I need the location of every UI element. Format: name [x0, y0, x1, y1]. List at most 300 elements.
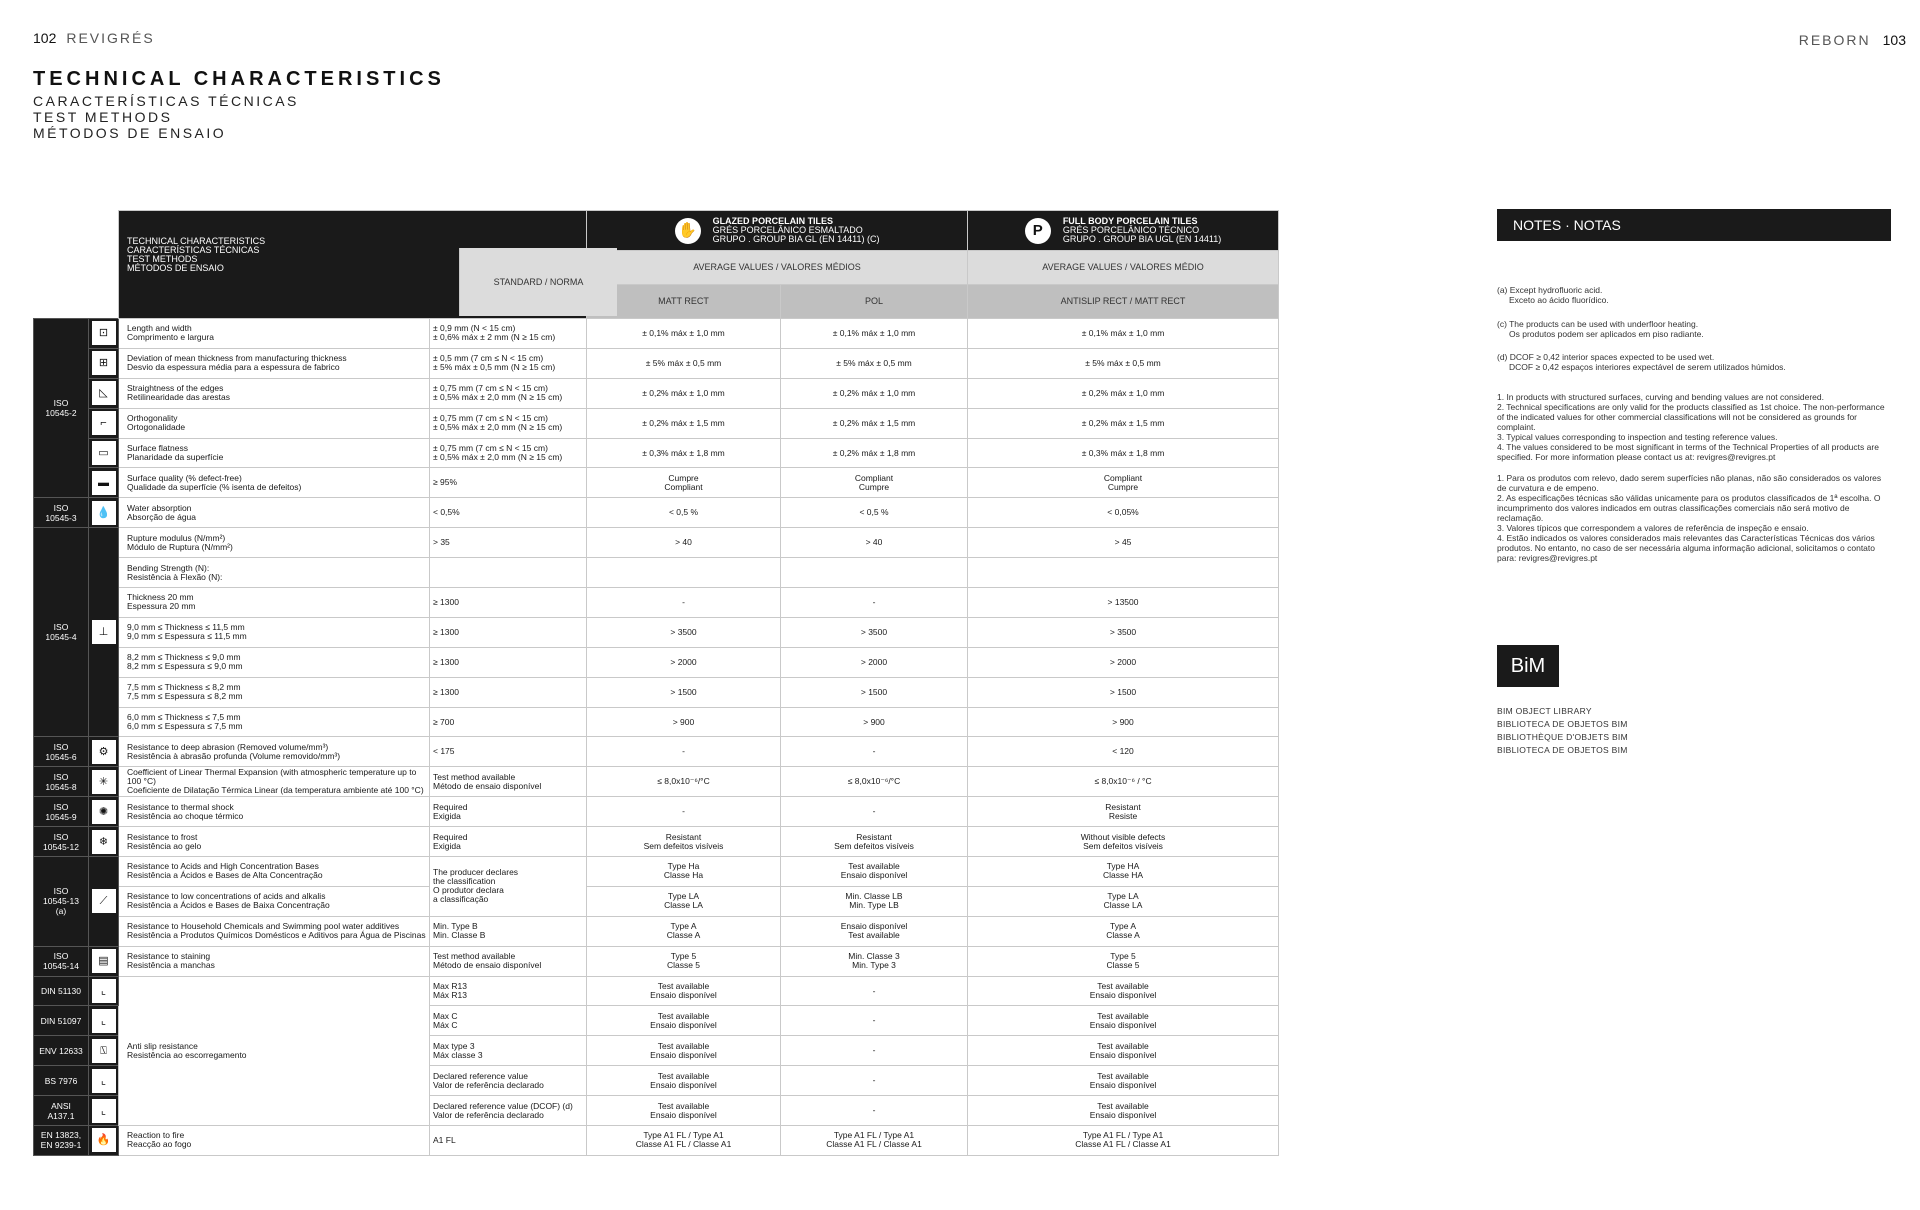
page-title: TECHNICAL CHARACTERISTICS: [33, 68, 445, 90]
standard-value: [430, 1006, 587, 1036]
table-row: [34, 498, 1279, 528]
pol-value-line: > 1500: [860, 686, 888, 697]
standard-value-line: ± 0,75 mm (7 cm ≤ N < 15 cm): [433, 383, 548, 394]
table-row: [34, 647, 1279, 677]
standard-label-line: 10545-14: [43, 961, 79, 972]
characteristic: [119, 737, 430, 767]
antislip-value-line: < 0,05%: [1107, 507, 1139, 518]
pol-value-line: ± 0,2% máx ± 1,8 mm: [832, 447, 916, 458]
characteristic-line: Resistência a Produtos Químicos Domésticos e Aditivos para Água de Piscinas: [127, 930, 426, 941]
characteristic-line: 6,0 mm ≤ Espessura ≤ 7,5 mm: [127, 721, 243, 732]
characteristic-line: Resistência a manchas: [127, 960, 215, 971]
pol-value: [781, 767, 968, 797]
characteristic-line: Bending Strength (N):: [127, 562, 210, 573]
characteristic-line: 9,0 mm ≤ Espessura ≤ 11,5 mm: [127, 631, 247, 642]
pol-value: [781, 378, 968, 408]
standard-group-label: [34, 1126, 89, 1156]
table-row: [34, 319, 1279, 349]
pol-value: [781, 319, 968, 349]
table-row: [34, 348, 1279, 378]
icon-cell: [89, 408, 119, 438]
characteristic: [119, 438, 430, 468]
matt-rect-value: [587, 946, 781, 976]
standard-value-line: Valor de referência declarado: [433, 1079, 544, 1090]
note-c: [1497, 319, 1887, 339]
matt-rect-value: [587, 707, 781, 737]
pol-value: [781, 797, 968, 827]
standard-value-line: ≥ 1300: [433, 626, 459, 637]
antislip-value-line: Type LA: [1107, 891, 1139, 902]
pol-value: [781, 857, 968, 887]
icon-cell: [89, 827, 119, 857]
standard-value-line: ≥ 1300: [433, 686, 459, 697]
standard-label-line: (a): [55, 906, 67, 917]
orthogonality-icon: ⌐: [92, 411, 116, 435]
matt-rect-value-line: Ensaio disponível: [650, 990, 717, 1001]
matt-rect-value-line: Resistant: [665, 831, 702, 842]
characteristic-line: Resistance to Acids and High Concentration Bases: [127, 861, 319, 872]
antislip-value-line: Classe A: [1106, 930, 1140, 941]
pol-value-line: Min. Classe LB: [845, 891, 903, 902]
standard-value-line: Declared reference value (DCOF) (d): [433, 1100, 573, 1111]
antislip-value-line: Type 5: [1110, 951, 1136, 962]
antislip-value: [968, 976, 1279, 1006]
characteristic-line: Surface quality (% defect-free): [127, 472, 242, 483]
note-en-2: 2. Technical specifications are only valid for the products classified as 1st choice. The non-performance of the indicated values for other commercial classifications will not be considered as grounds for complaint.: [1497, 402, 1885, 432]
characteristic-line: Resistência à Flexão (N):: [127, 571, 223, 582]
standard-value: [430, 438, 587, 468]
characteristic-line: Resistência a Ácidos e Bases de Alta Concentração: [127, 870, 323, 881]
shoe-slip-icon: ⌞: [92, 979, 116, 1003]
characteristic: [119, 886, 430, 916]
matt-rect-value-line: Classe LA: [664, 900, 703, 911]
notes-pt-list: [1497, 473, 1887, 563]
characteristic: [119, 647, 430, 677]
left-brand: REVIGRÉS: [66, 30, 155, 46]
standard-label-line: 10545-13: [43, 896, 79, 907]
antislip-value-line: Compliant: [1103, 472, 1143, 483]
standard-group-label: [34, 1096, 89, 1126]
antislip-value-line: ± 5% máx ± 0,5 mm: [1085, 357, 1161, 368]
matt-rect-value: [587, 588, 781, 618]
matt-rect-value: [587, 1096, 781, 1126]
matt-rect-value-line: ± 0,2% máx ± 1,5 mm: [642, 417, 725, 428]
antislip-value-line: Type HA: [1106, 861, 1140, 872]
matt-rect-value-line: > 40: [675, 537, 692, 548]
characteristic-line: Orthogonality: [127, 413, 178, 424]
matt-rect-value-line: < 0,5 %: [668, 507, 699, 518]
table-row: [34, 857, 1279, 887]
standard-value: [430, 378, 587, 408]
standard-value: [430, 1096, 587, 1126]
standard-value: [430, 348, 587, 378]
glazed-group: GRUPO . GROUP BIA GL (EN 14411) (C): [712, 234, 880, 244]
antislip-value-line: ≤ 8,0x10⁻⁶ / °C: [1094, 776, 1152, 787]
characteristic-line: 6,0 mm ≤ Thickness ≤ 7,5 mm: [127, 712, 241, 723]
antislip-value: [968, 498, 1279, 528]
slip-test-icon: ⌞: [92, 1069, 116, 1093]
standard-value-line: ≥ 1300: [433, 596, 459, 607]
icon-cell: [89, 767, 119, 797]
characteristic-line: Absorção de água: [127, 511, 196, 522]
pendulum-icon: ⍂: [92, 1039, 116, 1063]
left-page-header: [33, 30, 155, 46]
col-matt: MATT RECT: [587, 285, 781, 319]
matt-rect-value: [587, 348, 781, 378]
matt-rect-value-line: Ensaio disponível: [650, 1019, 717, 1030]
characteristic: [119, 378, 430, 408]
matt-rect-value: [587, 498, 781, 528]
p-logo-icon: P: [1025, 218, 1051, 244]
standard-value-line: ± 0,5% máx ± 2,0 mm (N ≥ 15 cm): [433, 392, 563, 403]
standard-value-line: Max C: [433, 1010, 458, 1021]
icon-cell: [89, 348, 119, 378]
antislip-value: [968, 558, 1279, 588]
matt-rect-value-line: > 2000: [670, 656, 697, 667]
standard-value-line: Test method available: [433, 771, 516, 782]
standard-label-line: ISO: [53, 951, 69, 962]
header-glazed: [587, 211, 968, 251]
pol-value-line: > 3500: [860, 626, 888, 637]
standard-value: [430, 647, 587, 677]
standard-value-line: Valor de referência declarado: [433, 1109, 544, 1120]
antislip-value-line: Classe LA: [1103, 900, 1143, 911]
table-row: [34, 528, 1279, 558]
pol-value-line: Type A1 FL / Type A1: [833, 1130, 915, 1141]
characteristic-line: Reaction to fire: [127, 1130, 185, 1141]
standard-group-label: [34, 946, 89, 976]
note-en-4: 4. The values considered to be most significant in terms of the Technical Properties of all products are specified. For more information please contact us at: revigres@revigres.pt: [1497, 442, 1879, 462]
pol-value-line: ± 5% máx ± 0,5 mm: [836, 357, 912, 368]
antislip-value: [968, 886, 1279, 916]
dcof-icon: ⌞: [92, 1099, 116, 1123]
pol-value-line: Sem defeitos visíveis: [834, 840, 914, 851]
antislip-value: [968, 378, 1279, 408]
standard-value: [430, 498, 587, 528]
matt-rect-value-line: -: [682, 596, 685, 607]
pol-value-line: > 2000: [860, 656, 888, 667]
glazed-title: GLAZED PORCELAIN TILES: [712, 216, 834, 226]
matt-rect-value-line: Classe 5: [666, 960, 701, 971]
antislip-value: [968, 767, 1279, 797]
note-pt-2: 2. As especificações técnicas são válidas unicamente para os produtos classificados de 1ª escolha. O incumprimento dos valores indicados em outras classificações comerciais não será motivo de reclamação.: [1497, 493, 1881, 523]
antislip-value-line: > 45: [1114, 537, 1132, 548]
pol-value-line: ≤ 8,0x10⁻⁶/°C: [847, 776, 901, 787]
matt-rect-value-line: Type A: [670, 921, 697, 932]
matt-rect-value: [587, 737, 781, 767]
standard-value: [430, 946, 587, 976]
characteristic-line: Resistência ao gelo: [127, 840, 202, 851]
standard-group-label: [34, 976, 89, 1006]
antislip-value: [968, 827, 1279, 857]
standard-value-line: A1 FL: [433, 1134, 456, 1145]
standard-value-line: < 0,5%: [433, 507, 460, 518]
standard-value: [430, 737, 587, 767]
standard-value-line: < 175: [433, 746, 455, 757]
note-en-1: 1. In products with structured surfaces, curving and bending values are not considered.: [1497, 392, 1824, 402]
pol-value-line: -: [872, 1105, 876, 1116]
characteristic-line: Rupture modulus (N/mm²): [127, 532, 226, 543]
standard-value-line: the classification: [433, 876, 496, 887]
antislip-value: [968, 1126, 1279, 1156]
standard-label-line: 10545-3: [45, 512, 77, 523]
standard-group-label: [34, 319, 89, 498]
table-row: [34, 916, 1279, 946]
antislip-value-line: ± 0,1% máx ± 1,0 mm: [1081, 327, 1165, 338]
antislip-value-line: Classe A1 FL / Classe A1: [1075, 1139, 1171, 1150]
pol-value-line: -: [872, 596, 876, 607]
table-row: [34, 588, 1279, 618]
pol-value: [781, 528, 968, 558]
pol-value: [781, 946, 968, 976]
pol-value-line: Resistant: [856, 831, 892, 842]
matt-rect-value-line: > 3500: [670, 626, 697, 637]
matt-rect-value-line: -: [682, 806, 685, 817]
icon-cell: [89, 378, 119, 408]
characteristic-line: 7,5 mm ≤ Thickness ≤ 8,2 mm: [127, 682, 241, 693]
pol-value-line: ± 0,1% máx ± 1,0 mm: [832, 327, 916, 338]
standard-label-line: 10545-8: [45, 781, 77, 792]
characteristic-anti-slip-line: Anti slip resistance: [127, 1040, 198, 1051]
matt-rect-value-line: Cumpre: [668, 472, 699, 483]
standard-value-line: Exigida: [433, 810, 461, 821]
pol-value-line: Ensaio disponível: [840, 870, 908, 881]
bim-line-4: BIBLIOTECA DE OBJETOS BIM: [1497, 745, 1628, 755]
col-antislip: ANTISLIP RECT / MATT RECT: [968, 285, 1279, 319]
matt-rect-value: [587, 677, 781, 707]
note-d-en: (d) DCOF ≥ 0,42 interior spaces expected to be used wet.: [1497, 352, 1715, 362]
matt-rect-value-line: > 1500: [670, 686, 697, 697]
pol-value: [781, 408, 968, 438]
matt-rect-value: [587, 797, 781, 827]
standard-label-line: ISO: [53, 771, 69, 782]
antislip-value-line: Ensaio disponível: [1089, 990, 1157, 1001]
avg-full: AVERAGE VALUES / VALORES MÉDIO: [968, 251, 1279, 285]
standard-value-line: Máx C: [433, 1019, 458, 1030]
matt-rect-value-line: > 900: [672, 716, 695, 727]
characteristic: [119, 827, 430, 857]
pol-value: [781, 1036, 968, 1066]
antislip-value-line: Ensaio disponível: [1089, 1049, 1157, 1060]
subtitle-pt: CARACTERÍSTICAS TÉCNICAS: [33, 93, 299, 109]
antislip-value-line: Ensaio disponível: [1089, 1109, 1157, 1120]
matt-rect-value-line: Classe Ha: [663, 870, 704, 881]
pol-value-line: Compliant: [854, 472, 894, 483]
characteristic-line: 9,0 mm ≤ Thickness ≤ 11,5 mm: [127, 622, 245, 633]
standard-value-line: ± 0,5% máx ± 2,0 mm (N ≥ 15 cm): [433, 452, 563, 462]
characteristic: [119, 797, 430, 827]
characteristic-line: Resistance to frost: [127, 831, 198, 842]
note-d-pt: DCOF ≥ 0,42 espaços interiores expectável de serem utilizados húmidos.: [1509, 362, 1786, 372]
matt-rect-value: [587, 1036, 781, 1066]
antislip-value-line: < 120: [1112, 746, 1134, 757]
pol-value: [781, 438, 968, 468]
icon-cell: [89, 1096, 119, 1126]
full-group: GRUPO . GROUP BIA UGL (EN 14411): [1062, 234, 1222, 244]
characteristic-line: Length and width: [127, 323, 192, 334]
table-row: [34, 976, 1279, 1006]
pol-value: [781, 617, 968, 647]
matt-rect-value: [587, 1126, 781, 1156]
standard-group-label: [34, 767, 89, 797]
edges-icon: ◺: [92, 381, 116, 405]
note-pt-3: 3. Valores típicos que correspondem a valores de referência de inspeção e ensaio.: [1497, 523, 1809, 533]
characteristic: [119, 319, 430, 349]
standard-group-label: [34, 1036, 89, 1066]
antislip-value: [968, 1066, 1279, 1096]
pol-value: [781, 588, 968, 618]
characteristic-line: 8,2 mm ≤ Espessura ≤ 9,0 mm: [127, 661, 243, 672]
characteristic-line: Retilinearidade das arestas: [127, 392, 231, 403]
standard-value-line: > 35: [433, 537, 450, 548]
matt-rect-value-line: -: [682, 746, 685, 757]
char-label-3: TEST METHODS: [127, 253, 198, 264]
matt-rect-value-line: Type 5: [670, 951, 697, 962]
bim-line-1: BIM OBJECT LIBRARY: [1497, 706, 1592, 716]
pol-value-line: Ensaio disponível: [840, 921, 908, 932]
matt-rect-value: [587, 319, 781, 349]
characteristic-line: Water absorption: [127, 502, 192, 513]
characteristic-line: Qualidade da superfície (% isenta de defeitos): [127, 481, 302, 492]
characteristic-line: Reacção ao fogo: [127, 1139, 192, 1150]
standard-group-label: [34, 498, 89, 528]
matt-rect-value-line: Classe A1 FL / Classe A1: [635, 1139, 732, 1150]
standard-value: [430, 767, 587, 797]
pol-value-line: < 0,5 %: [859, 507, 889, 518]
hand-icon: ✋: [675, 218, 701, 244]
thermal-expansion-icon: ✳: [92, 770, 116, 794]
standard-label-line: ISO: [53, 801, 69, 812]
matt-rect-value: [587, 857, 781, 887]
standard-label-line: ENV 12633: [39, 1045, 83, 1056]
standard-value-line: ± 0,5% máx ± 2,0 mm (N ≥ 15 cm): [433, 422, 563, 433]
matt-rect-value-line: Type LA: [667, 891, 700, 902]
header-full-body: [968, 211, 1279, 251]
thermal-shock-icon: ✺: [92, 800, 116, 824]
antislip-value: [968, 319, 1279, 349]
antislip-value-line: Cumpre: [1107, 481, 1139, 492]
characteristic-line: Resistance to deep abrasion (Removed volume/mm³): [127, 741, 329, 752]
icon-cell: [89, 1066, 119, 1096]
characteristic-line: Módulo de Ruptura (N/mm²): [127, 541, 233, 552]
antislip-value: [968, 1036, 1279, 1066]
note-c-en: (c) The products can be used with underfloor heating.: [1497, 319, 1699, 329]
standard-value: [430, 916, 587, 946]
matt-rect-value-line: Type A1 FL / Type A1: [643, 1130, 724, 1141]
standard-label-line: 10545-12: [43, 841, 79, 852]
standard-value-line: Min. Classe B: [433, 930, 486, 941]
pol-value: [781, 1126, 968, 1156]
antislip-value: [968, 737, 1279, 767]
characteristic: [119, 857, 430, 887]
pol-value-line: -: [872, 1015, 876, 1026]
antislip-value-line: Resistant: [1105, 801, 1141, 812]
matt-rect-value-line: Ensaio disponível: [650, 1049, 717, 1060]
matt-rect-value-line: ± 5% máx ± 0,5 mm: [645, 357, 722, 368]
standard-label-line: EN 13823,: [40, 1130, 82, 1141]
antislip-value-line: Sem defeitos visíveis: [1083, 840, 1163, 851]
table-body: [34, 319, 1279, 1156]
right-page-header: [1799, 32, 1906, 48]
table-row: [34, 767, 1279, 797]
pol-value-line: -: [872, 1075, 876, 1086]
standard-value: [430, 617, 587, 647]
characteristic-line: Comprimento e largura: [127, 332, 214, 343]
table-row: [34, 408, 1279, 438]
staining-icon: ▤: [92, 949, 116, 973]
standard-value-line: ± 0,6% máx ± 2 mm (N ≥ 15 cm): [433, 332, 556, 343]
pol-value: [781, 647, 968, 677]
header-standard: STANDARD / NORMA: [459, 248, 617, 316]
antislip-value: [968, 677, 1279, 707]
antislip-value: [968, 946, 1279, 976]
characteristic-line: Coeficiente de Dilatação Térmica Linear (da temperatura ambiente até 100 °C): [127, 785, 424, 796]
characteristic-line: Deviation of mean thickness from manufacturing thickness: [127, 353, 347, 364]
pol-value: [781, 916, 968, 946]
avg-glazed: AVERAGE VALUES / VALORES MÉDIOS: [587, 251, 968, 285]
characteristic-line: Desvio da espessura média para a espessura de fabrico: [127, 362, 340, 373]
standard-value: [430, 827, 587, 857]
standard-group-label: [34, 857, 89, 947]
standard-label-line: ISO: [53, 886, 69, 897]
barefoot-slip-icon: ⌞: [92, 1009, 116, 1033]
standard-value: [430, 707, 587, 737]
antislip-value-line: Test available: [1097, 1040, 1149, 1051]
bim-line-3: BIBLIOTHÈQUE D'OBJETS BIM: [1497, 732, 1628, 742]
matt-rect-value-line: ± 0,2% máx ± 1,0 mm: [642, 387, 725, 398]
standard-value-line: Declared reference value: [433, 1070, 528, 1081]
standard-value-line: Required: [433, 801, 468, 812]
matt-rect-value: [587, 438, 781, 468]
pol-value-line: Min. Classe 3: [848, 951, 900, 962]
icon-cell: [89, 946, 119, 976]
characteristic: [119, 408, 430, 438]
standard-value-line: Max R13: [433, 981, 468, 992]
antislip-value-line: > 1500: [1109, 686, 1137, 697]
antislip-value-line: Resiste: [1108, 810, 1138, 821]
characteristic: [119, 348, 430, 378]
antislip-value: [968, 1096, 1279, 1126]
standard-group-label: [34, 737, 89, 767]
pol-value-line: -: [872, 1045, 876, 1056]
characteristic-line: Resistência a Ácidos e Bases de Baixa Concentração: [127, 900, 330, 911]
characteristic-anti-slip: [119, 976, 430, 1125]
characteristic-line: Planaridade da superfície: [127, 452, 224, 462]
icon-cell: [89, 498, 119, 528]
matt-rect-value: [587, 767, 781, 797]
antislip-value-line: Classe 5: [1106, 960, 1140, 971]
pol-value-line: Min. Type 3: [852, 960, 896, 971]
bim-line-2: BIBLIOTECA DE OBJETOS BIM: [1497, 719, 1628, 729]
standard-value-line: O produtor declara: [433, 885, 504, 896]
matt-rect-value-line: ± 0,1% máx ± 1,0 mm: [642, 327, 725, 338]
pol-value: [781, 976, 968, 1006]
icon-cell: [89, 1126, 119, 1156]
pol-value-line: > 40: [865, 537, 883, 548]
antislip-value-line: Without visible defects: [1080, 831, 1166, 842]
standard-value-line: Método de ensaio disponível: [433, 780, 542, 791]
matt-rect-value: [587, 528, 781, 558]
note-pt-4: 4. Estão indicados os valores considerados mais relevantes das Características Técnicas dos vários produtos. No entanto, no caso de ser necessária alguma informação adicional, solicitamos o contato para: revigres@revigres.pt: [1497, 533, 1875, 563]
antislip-value: [968, 588, 1279, 618]
pol-value: [781, 558, 968, 588]
standard-value-line: ≥ 95%: [433, 477, 458, 488]
characteristic: [119, 767, 430, 797]
standard-value-line: The producer declares: [433, 867, 519, 878]
matt-rect-value: [587, 886, 781, 916]
pol-value: [781, 1096, 968, 1126]
standard-label-line: ISO: [53, 831, 69, 842]
